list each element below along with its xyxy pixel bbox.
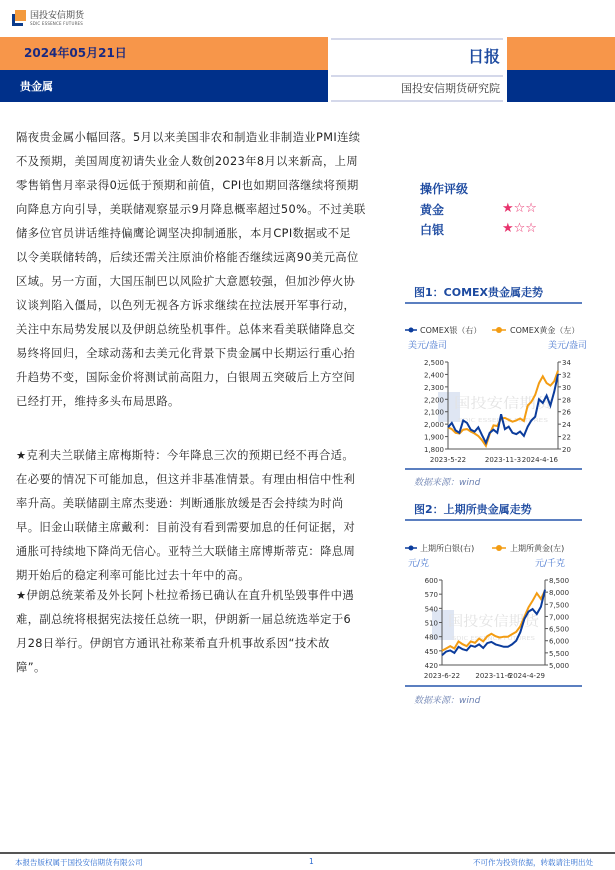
paragraph-2-line: 通胀可持续地下降尚无信心。亚特兰大联储主席博斯蒂克：降息周 — [16, 545, 356, 558]
chart1-source: 数据来源：wind — [414, 478, 481, 488]
chart2-title-rule — [405, 519, 582, 521]
rating-gold-label: 黄金 — [420, 203, 445, 217]
y-tick-label-left: 2,100 — [423, 408, 444, 417]
legend-marker-1 — [496, 327, 502, 333]
x-tick-label: 2024-4-16 — [521, 456, 558, 464]
legend-marker-1 — [496, 545, 502, 551]
paragraph-1-line: 零售销售月率录得0远低于预期和前值，CPI也如期回落继续将预期 — [16, 179, 359, 192]
logo-cn: 国投安信期货 — [30, 10, 85, 21]
report-type: 日报 — [467, 47, 500, 66]
company-logo — [12, 10, 84, 26]
y-tick-label-right: 26 — [562, 408, 571, 417]
y-tick-label-left: 570 — [424, 591, 438, 600]
legend-marker-0 — [409, 546, 414, 551]
legend-label: 上期所白银(右) — [420, 544, 475, 553]
paragraph-2-line: 早。旧金山联储主席戴利：目前没有看到需要加息的任何证据，对 — [16, 521, 356, 534]
y-tick-label-left: 420 — [424, 662, 438, 670]
x-tick-label: 2024-4-29 — [508, 672, 545, 680]
y-tick-label-right: 7,000 — [549, 613, 570, 622]
legend-label: 上期所黄金(左) — [510, 544, 565, 553]
x-tick-label: 2023-11-3 — [484, 456, 522, 464]
y-tick-label-left: 2,500 — [423, 359, 444, 367]
y-tick-label-right: 24 — [562, 421, 571, 430]
y-tick-label-right: 6,500 — [549, 625, 570, 634]
watermark-text: 国投安信期货 — [448, 614, 532, 630]
x-tick-label: 2023-6-22 — [423, 672, 461, 680]
paragraph-1-line: 升趋势不变，国际金价将测试前高阻力，白银周五突破后上方空间 — [16, 371, 356, 384]
rating-gold-stars: ★☆☆ — [502, 201, 537, 216]
footer-copyright: 本报告版权属于国投安信期货有限公司 — [15, 858, 143, 867]
chart1-title: 图1：COMEX贵金属走势 — [414, 286, 544, 299]
watermark-text: 国投安信期货 — [454, 396, 538, 412]
paragraph-1-line: 关注中东局势发展以及伊朗总统坠机事件。总体来看美联储降息交 — [16, 323, 356, 336]
y-tick-label-left: 2,200 — [423, 396, 444, 405]
legend-label: COMEX银（右） — [420, 326, 482, 335]
institute-name: 国投安信期货研究院 — [401, 82, 500, 95]
y-tick-label-right: 34 — [562, 359, 571, 367]
x-tick-label: 2023-5-22 — [429, 456, 467, 464]
divider — [331, 75, 503, 77]
divider — [331, 38, 503, 40]
y-tick-label-right: 5,500 — [549, 649, 570, 658]
watermark-en: SDIC ESSENCE FUTURES — [452, 636, 535, 642]
y-tick-label-right: 6,000 — [549, 637, 570, 646]
y-tick-label-left: 1,900 — [423, 433, 444, 442]
y-tick-label-left: 2,000 — [423, 421, 444, 430]
legend-marker-0 — [409, 328, 414, 333]
paragraph-1-line: 储多位官员讲话维持偏鹰论调坚决抑制通胀，本月CPI数据或不足 — [16, 227, 352, 240]
chart1-svg — [400, 322, 590, 467]
paragraph-2-line: 期开始后的稳定利率可能比过去十年中的高。 — [16, 569, 250, 582]
y-tick-label-left: 2,400 — [423, 371, 444, 380]
paragraph-1-line: 议谈判陷入僵局，以色列无视各方诉求继续在拉法展开军事行动， — [16, 299, 356, 312]
page-number: 1 — [309, 857, 314, 866]
watermark-en: SDIC ESSENCE FUTURES — [458, 418, 548, 424]
legend-label: COMEX黄金（左） — [510, 326, 580, 335]
paragraph-1-line: 易终将回归，全球动荡和去美元化背景下贵金属中长期运行重心抬 — [16, 347, 356, 360]
rating-title: 操作评级 — [420, 182, 469, 196]
paragraph-1-line: 区域。另一方面，大国压制巴以风险扩大意愿较强，但加沙停火协 — [16, 275, 356, 288]
left-unit-label: 元/克 — [408, 559, 430, 569]
y-tick-label-right: 7,500 — [549, 601, 570, 610]
footer-disclaimer: 不可作为投资依据，转载请注明出处 — [473, 858, 593, 867]
y-tick-label-right: 22 — [562, 433, 571, 442]
header-band-orange-right — [507, 37, 615, 70]
paragraph-3-line: 障”。 — [16, 661, 46, 674]
y-tick-label-left: 450 — [424, 647, 438, 656]
paragraph-3-line: 难，副总统将根据宪法接任总统一职，伊朗新一届总统选举定于6 — [16, 613, 352, 626]
chart2-svg — [400, 540, 590, 685]
y-tick-label-right: 32 — [562, 371, 571, 380]
rating-silver-label: 白银 — [420, 223, 445, 237]
y-tick-label-right: 5,000 — [549, 662, 570, 670]
paragraph-2-line: 在必要的情况下可能加息，但这并非基准情景。有理由相信中性利 — [16, 473, 356, 486]
y-tick-label-left: 540 — [424, 605, 438, 614]
paragraph-1-line: 以令美联储转鸽，后续还需关注原油价格能否继续远离90美元高位 — [16, 251, 359, 264]
y-tick-label-right: 28 — [562, 396, 571, 405]
y-tick-label-left: 510 — [424, 619, 438, 628]
paragraph-1-line: 已经打开，维持多头布局思路。 — [16, 395, 180, 408]
logo-mark-icon — [12, 10, 26, 26]
y-tick-label-right: 8,500 — [549, 577, 570, 585]
paragraph-1-line: 不及预期，美国周度初请失业金人数创2023年8月以来新高，上周 — [16, 155, 359, 168]
x-tick-label: 2023-11-6 — [475, 672, 512, 680]
paragraph-2-line: 率升高。美联储副主席杰斐逊：判断通胀放缓是否会持续为时尚 — [16, 497, 344, 510]
paragraph-3-line: 月28日举行。伊朗官方通讯社称莱希直升机事故系因“技术故 — [16, 637, 330, 650]
y-tick-label-left: 480 — [424, 633, 438, 642]
header-band-navy-right — [507, 70, 615, 102]
report-date: 2024年05月21日 — [24, 46, 127, 60]
report-category: 贵金属 — [20, 80, 53, 93]
chart1-title-rule — [405, 302, 582, 304]
chart2-title: 图2：上期所贵金属走势 — [414, 503, 532, 516]
logo-en: SDIC ESSENCE FUTURES — [30, 20, 84, 26]
y-tick-label-right: 20 — [562, 446, 571, 454]
rating-silver-stars: ★☆☆ — [502, 221, 537, 236]
left-unit-label: 美元/盎司 — [408, 341, 448, 351]
chart2-bottom-rule — [405, 685, 582, 687]
y-tick-label-right: 30 — [562, 383, 571, 392]
paragraph-1-line: 向降息方向引导，美联储观察显示9月降息概率超过50%。不过美联 — [16, 203, 366, 216]
footer-rule — [0, 852, 615, 854]
paragraph-2-line: ★克利夫兰联储主席梅斯特：今年降息三次的预期已经不再合适。 — [16, 449, 355, 462]
right-unit-label: 美元/盎司 — [548, 341, 588, 351]
chart2-source: 数据来源：wind — [414, 696, 481, 706]
paragraph-3-line: ★伊朗总统莱希及外长阿卜杜拉希扬已确认在直升机坠毁事件中遇 — [16, 589, 355, 602]
paragraph-1-line: 隔夜贵金属小幅回落。5月以来美国非农和制造业非制造业PMI连续 — [16, 131, 361, 144]
y-tick-label-right: 8,000 — [549, 589, 570, 598]
right-unit-label: 元/千克 — [535, 559, 566, 569]
chart1-bottom-rule — [405, 468, 582, 470]
divider — [331, 100, 503, 102]
y-tick-label-left: 2,300 — [423, 383, 444, 392]
y-tick-label-left: 1,800 — [423, 446, 444, 454]
y-tick-label-left: 600 — [424, 577, 438, 585]
